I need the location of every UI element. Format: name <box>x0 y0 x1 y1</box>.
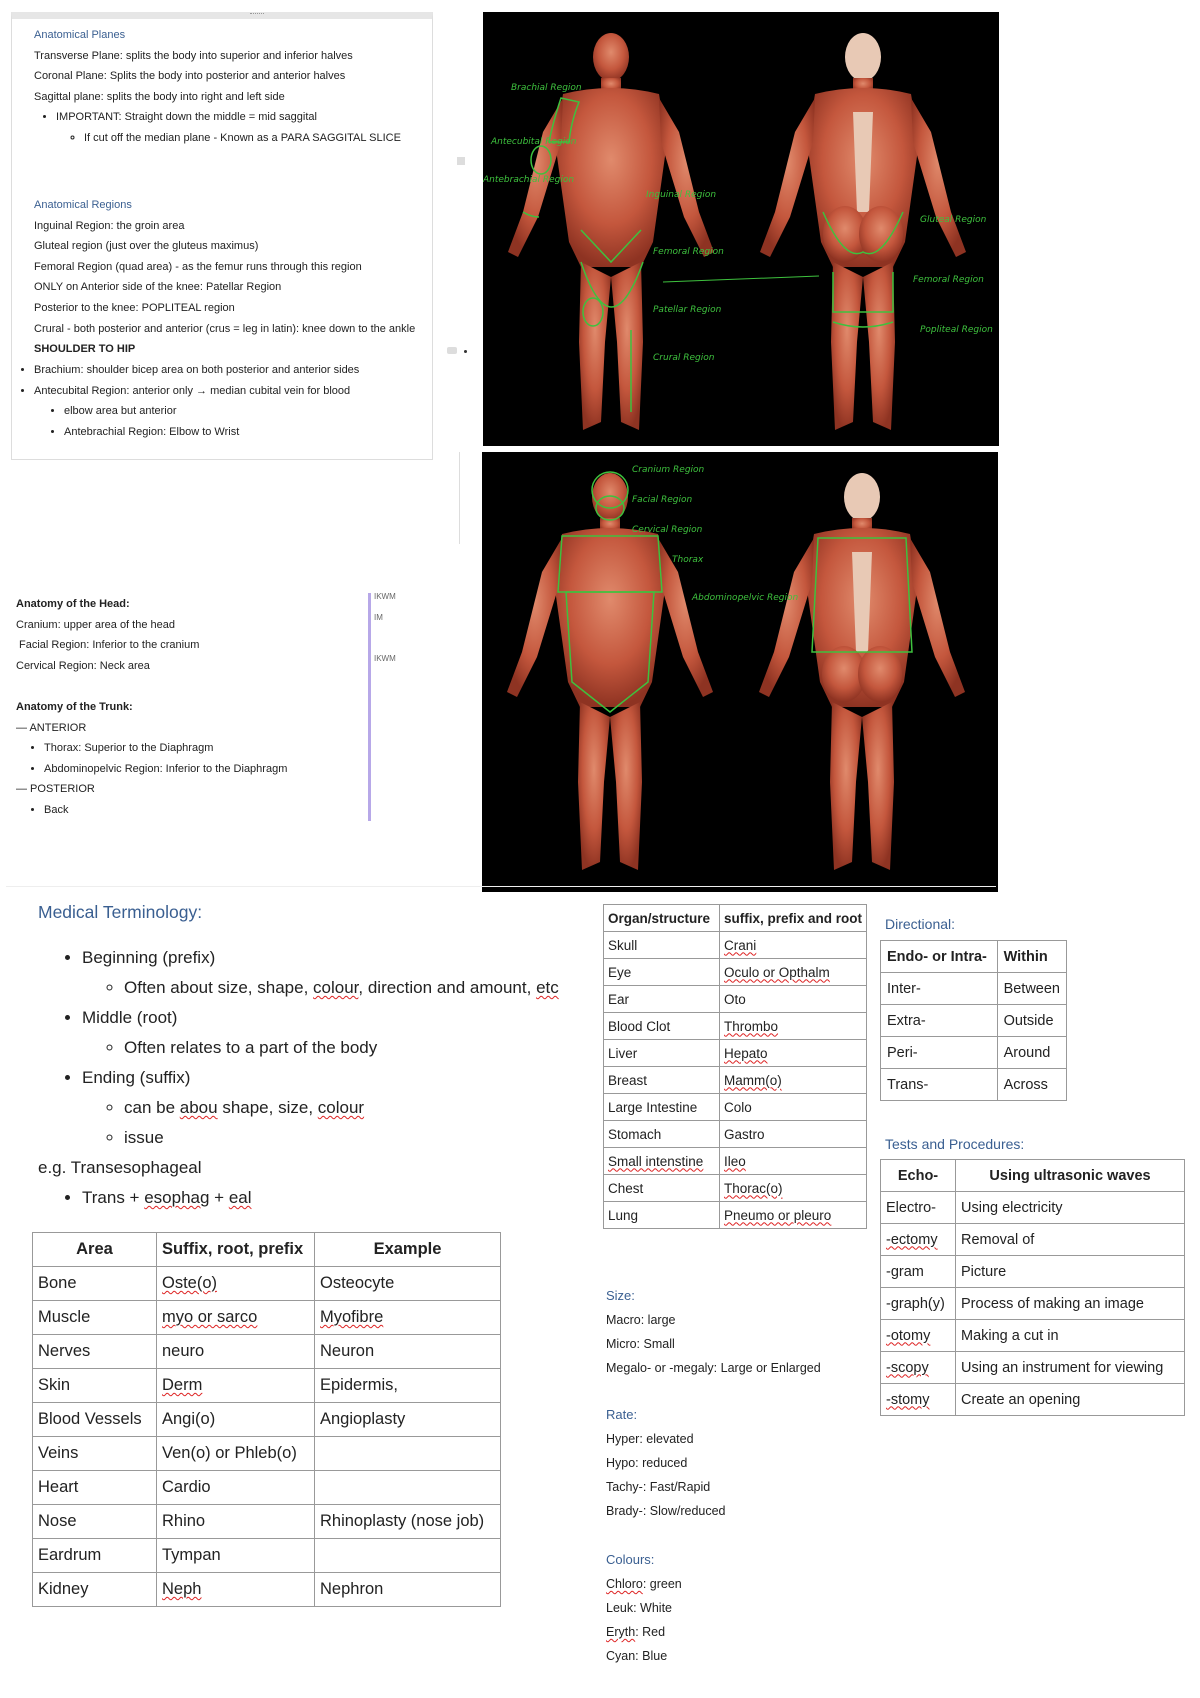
table-row: -graph(y) Process of making an image <box>881 1288 1185 1320</box>
back-body-figure <box>760 33 966 430</box>
margin-bar <box>368 593 371 821</box>
root-header: suffix, prefix and root <box>720 905 867 932</box>
regions-bullets <box>12 360 462 442</box>
tests-header: Echo- <box>881 1160 956 1192</box>
table-row: Kidney Neph Nephron <box>33 1573 501 1607</box>
table-row: Liver Hepato <box>604 1040 867 1067</box>
colours-line: Chloro: green <box>606 1577 682 1591</box>
table-row: Electro- Using electricity <box>881 1192 1185 1224</box>
shoulder-heading: SHOULDER TO HIP <box>34 343 136 356</box>
organ-header: Organ/structure <box>604 905 720 932</box>
label-femoral: Femoral Region <box>653 247 724 257</box>
planes-list <box>34 107 474 148</box>
term-example-list <box>38 1183 598 1213</box>
rate-line: Brady-: Slow/reduced <box>606 1504 726 1518</box>
table-row: Veins Ven(o) or Phleb(o) <box>33 1437 501 1471</box>
label-facial: Facial Region <box>632 495 693 505</box>
rate-line: Tachy-: Fast/Rapid <box>606 1480 711 1494</box>
size-title: Size: <box>606 1288 635 1303</box>
term-middle-sub: ◦ Often relates to a part of the body <box>124 1033 598 1063</box>
table-row: Eye Oculo or Opthalm <box>604 959 867 986</box>
area-table-body <box>33 1267 501 1607</box>
trunk-anterior-list <box>16 738 376 779</box>
table-row: Stomach Gastro <box>604 1121 867 1148</box>
trunk-item: • Abdominopelvic Region: Inferior to the Diaphragm <box>44 759 376 780</box>
planes-title: Anatomical Planes <box>34 29 126 41</box>
anatomical-planes-section <box>34 25 474 149</box>
term-ending: • Ending (suffix) ◦ can be abou shape, size, colour ◦ issue <box>82 1063 598 1153</box>
table-row: Eardrum Tympan <box>33 1539 501 1573</box>
planes-important: • IMPORTANT: Straight down the middle = mid saggital ◦ If cut off the median plane - Known as a PARA SAGGITAL SLICE <box>56 107 474 148</box>
label-cranium: Cranium Region <box>632 465 705 475</box>
colours-line: Eryth: Red <box>606 1625 666 1639</box>
margin-tag[interactable]: IM <box>374 613 383 622</box>
table-row: Nose Rhino Rhinoplasty (nose job) <box>33 1505 501 1539</box>
rate-section <box>606 1403 866 1523</box>
suffix-header: Suffix, root, prefix <box>157 1233 315 1267</box>
table-row: Chest Thorac(o) <box>604 1175 867 1202</box>
table-row: -gram Picture <box>881 1256 1185 1288</box>
directional-title: Directional: <box>885 916 956 932</box>
label-gluteal: Gluteal Region <box>920 215 987 225</box>
term-beginning: • Beginning (prefix) ◦ Often about size, shape, colour, direction and amount, etc <box>82 943 598 1003</box>
term-middle: • Middle (root) ◦ Often relates to a part of the body <box>82 1003 598 1063</box>
table-row: -ectomy Removal of <box>881 1224 1185 1256</box>
label-antecubital: Antecubital Region <box>491 137 577 147</box>
size-line: Megalo- or -megaly: Large or Enlarged <box>606 1361 821 1375</box>
label-inguinal: Inguinal Region <box>646 190 717 200</box>
label-popliteal: Popliteal Region <box>920 325 993 335</box>
table-row: Trans- Across <box>881 1069 1067 1101</box>
anatomical-regions-section <box>34 195 474 360</box>
table-row: Bone Oste(o) Osteocyte <box>33 1267 501 1301</box>
table-row: Lung Pneumo or pleuro <box>604 1202 867 1229</box>
trunk-anterior: — ANTERIOR <box>16 721 87 734</box>
table-row: Nerves neuro Neuron <box>33 1335 501 1369</box>
regions-bullet: • Brachium: shoulder bicep area on both posterior and anterior sides <box>34 360 462 381</box>
label-brachial: Brachial Region <box>511 83 582 93</box>
comment-dot-icon <box>464 350 467 353</box>
head-title: Anatomy of the Head: <box>16 598 130 610</box>
regions-subbullet: • elbow area but anterior <box>64 401 462 422</box>
anatomy-image-top <box>483 12 999 446</box>
panel-grip-icon[interactable] <box>250 13 264 18</box>
regions-line: ONLY on Anterior side of the knee: Patellar Region <box>34 281 282 294</box>
trunk-posterior-list <box>16 800 376 821</box>
regions-subbullet: • Antebrachial Region: Elbow to Wrist <box>64 422 462 443</box>
regions-line: Gluteal region (just over the gluteus maximus) <box>34 240 259 253</box>
directional-header: Endo- or Intra- <box>881 941 998 973</box>
term-beginning-sub: ◦ Often about size, shape, colour, direction and amount, etc <box>124 973 598 1003</box>
colours-section <box>606 1548 866 1668</box>
directional-header: Within <box>997 941 1066 973</box>
term-example-breakdown: • Trans + esophag + eal <box>82 1183 598 1213</box>
margin-tag[interactable]: IKWM <box>374 654 396 663</box>
tests-header: Using ultrasonic waves <box>956 1160 1185 1192</box>
head-line: Cranium: upper area of the head <box>16 618 175 631</box>
rate-title: Rate: <box>606 1407 638 1422</box>
regions-line: Crural - both posterior and anterior (crus = leg in latin): knee down to the ankle <box>34 322 416 335</box>
size-line: Macro: large <box>606 1313 676 1327</box>
example-header: Example <box>315 1233 501 1267</box>
trunk-item: • Back <box>44 800 376 821</box>
table-row: Peri- Around <box>881 1037 1067 1069</box>
table-row: Large Intestine Colo <box>604 1094 867 1121</box>
regions-title: Anatomical Regions <box>34 199 132 211</box>
area-header: Area <box>33 1233 157 1267</box>
planes-line: Sagittal plane: splits the body into right and left side <box>34 90 285 103</box>
table-row: -stomy Create an opening <box>881 1384 1185 1416</box>
head-section <box>16 594 376 821</box>
head-line: Cervical Region: Neck area <box>16 659 150 672</box>
terminology-title: Medical Terminology: <box>38 902 203 922</box>
regions-bullet: • Antecubital Region: anterior only → median cubital vein for blood <box>34 381 462 402</box>
table-row: -scopy Using an instrument for viewing <box>881 1352 1185 1384</box>
table-row: Inter- Between <box>881 973 1067 1005</box>
head-line: Facial Region: Inferior to the cranium <box>19 639 200 652</box>
table-row: Skin Derm Epidermis, <box>33 1369 501 1403</box>
directional-table <box>880 940 1067 1101</box>
regions-line: Posterior to the knee: POPLITEAL region <box>34 301 235 314</box>
planes-line: Transverse Plane: splits the body into superior and inferior halves <box>34 49 353 62</box>
rate-line: Hyper: elevated <box>606 1432 694 1446</box>
size-section <box>606 1284 866 1380</box>
size-line: Micro: Small <box>606 1337 675 1351</box>
rate-line: Hypo: reduced <box>606 1456 688 1470</box>
table-row: Blood Vessels Angi(o) Angioplasty <box>33 1403 501 1437</box>
label-abdominopelvic: Abdominopelvic Region <box>692 593 799 603</box>
tests-title: Tests and Procedures: <box>885 1136 1025 1152</box>
organ-table-body <box>604 932 867 1229</box>
regions-line: Femoral Region (quad area) - as the femur runs through this region <box>34 260 362 273</box>
table-row: Muscle myo or sarco Myofibre <box>33 1301 501 1335</box>
colours-title: Colours: <box>606 1552 655 1567</box>
back-body-figure-2 <box>759 473 965 870</box>
anatomy-image-bottom <box>482 452 998 892</box>
tests-table-body <box>881 1192 1185 1416</box>
term-ending-sub: ◦ issue <box>124 1123 598 1153</box>
tests-table <box>880 1159 1185 1416</box>
table-row: Skull Crani <box>604 932 867 959</box>
comment-marker-icon[interactable] <box>447 347 457 354</box>
label-femoral-back: Femoral Region <box>913 275 984 285</box>
section-divider <box>6 886 996 887</box>
table-row: -otomy Making a cut in <box>881 1320 1185 1352</box>
label-antebrachial: Antebrachial Region <box>483 175 575 185</box>
label-cervical: Cervical Region <box>632 525 703 535</box>
label-thorax: Thorax <box>672 555 704 565</box>
organ-table <box>603 904 867 1229</box>
table-row: Ear Oto <box>604 986 867 1013</box>
colours-line: Leuk: White <box>606 1601 673 1615</box>
colours-line: Cyan: Blue <box>606 1649 668 1663</box>
label-patellar: Patellar Region <box>653 305 722 315</box>
notes-border-right <box>459 452 460 544</box>
regions-line: Inguinal Region: the groin area <box>34 219 185 232</box>
trunk-posterior: — POSTERIOR <box>16 783 95 796</box>
directional-table-body <box>881 973 1067 1101</box>
label-crural: Crural Region <box>653 353 715 363</box>
term-example-label: e.g. Transesophageal <box>38 1158 202 1177</box>
term-ending-sub: ◦ can be abou shape, size, colour <box>124 1093 598 1123</box>
terminology-section <box>38 897 598 1213</box>
trunk-item: • Thorax: Superior to the Diaphragm <box>44 738 376 759</box>
table-row: Blood Clot Thrombo <box>604 1013 867 1040</box>
planes-subnote: ◦ If cut off the median plane - Known as a PARA SAGGITAL SLICE <box>84 128 474 149</box>
terminology-list <box>38 943 598 1153</box>
margin-tag[interactable]: IKWM <box>374 592 396 601</box>
table-row: Small intenstine Ileo <box>604 1148 867 1175</box>
anatomy-figures-top-svg <box>483 12 999 446</box>
trunk-title: Anatomy of the Trunk: <box>16 700 133 713</box>
femoral-connector-arrow <box>663 276 819 282</box>
table-row: Breast Mamm(o) <box>604 1067 867 1094</box>
planes-line: Coronal Plane: Splits the body into posterior and anterior halves <box>34 70 346 83</box>
scrollbar-thumb[interactable] <box>457 157 465 165</box>
anatomy-figures-bottom-svg <box>482 452 998 892</box>
area-table <box>32 1232 501 1607</box>
table-row: Heart Cardio <box>33 1471 501 1505</box>
table-row: Extra- Outside <box>881 1005 1067 1037</box>
